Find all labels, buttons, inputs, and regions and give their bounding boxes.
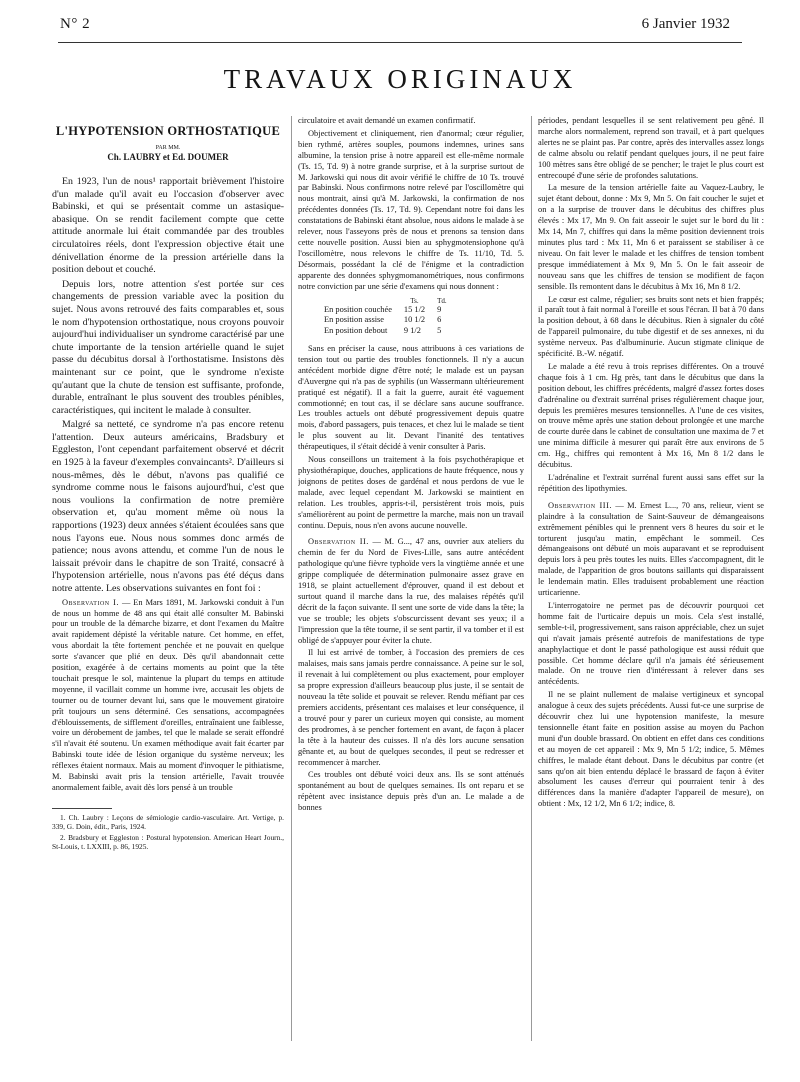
table-row: [318, 305, 453, 316]
column-3: [538, 116, 764, 1061]
observation-label: Observation II.: [308, 537, 369, 547]
table-header: Ts.: [410, 296, 419, 305]
table-header: Td.: [437, 296, 447, 305]
observation-text: — M. Ernest L..., 70 ans, relieur, vient se plaindre à la consultation de Saint-Sauveur de démangeaisons extrêmement pénibles qui le prennent vers 8 heures du soir et le torturent jusqu'au matin, empêchant le sommeil. Ces démangeaisons ont débuté un mois auparavant et se reproduisent depuis lors à peu près toutes les nuits. Elles s'accompagnent, dit le malade, de l'apparition de gros boutons saillants qui disparaissent le lendemain matin. Elles traduisent probablement une réaction urticarienne.: [538, 500, 764, 598]
paragraph: La mesure de la tension artérielle faite au Vaquez-Laubry, le sujet étant debout, donne : Mx 9, Mn 5. On fait coucher le sujet et on a la surprise de trouver dans le décubitus des chiffres plus élevés : Mx 17, Mn 9. On fait asseoir le sujet sur le bord du lit : Mx 14, Mn 7, chiffres qui dans la même position deviennent trois minutes plus tard : Mx 11, Mn 6 et paraissent se stabiliser à ce niveau. On fait lever le malade et les chiffres de tension tombent presque immédiatement à Mx 9, Mn 5. On le fait asseoir de nouveau sans que les chiffres de tension se modifient de façon sensible. Ils remontent dans le décubitus à Mx 16, Mn 8 1/2.: [538, 183, 764, 291]
article-title: L'HYPOTENSION ORTHOSTATIQUE: [55, 124, 281, 138]
paragraph: Il lui est arrivé de tomber, à l'occasion des premiers de ces malaises, mais sans jamais perdre connaissance. A peine sur le sol, il revenait à lui complètement ou plus exactement, pour employer sa propre expression d'ailleurs beaucoup plus juste, il se sentait de nouveau la tête solide et pouvait se relever. Rendu méfiant par ces premiers accidents, présentant ces malaises et leur conséquence, il a trouvé pour y parer un curieux moyen qui consiste, au moment des prodromes, à se pencher fortement en avant, de façon à placer la tête à la hauteur des cuisses. Il n'a dès lors aucune sensation gênante et, au bout de quelques secondes, il peut se redresser et recommencer à marcher.: [298, 648, 524, 767]
tension-table: [318, 297, 453, 337]
paragraph: Depuis lors, notre attention s'est portée sur ces changements de pression variable avec la position du sujet. Nous avons retrouvé des faits comparables et, sous le nom d'hypotension orthostatique, nous croyons pouvoir aujourd'hui individualiser un syndrome caractérisé par une chute importante de la tension artérielle quand le sujet passe du décubitus dorsal à l'orthostatisme. Insistons dès maintenant sur ce point, que le syndrome n'existe qu'autant que la chute de tension est suffisante, profonde, durable, entraînant le plus souvent des troubles pénibles, caractéristiques, qui incitent le malade à consulter.: [52, 278, 284, 416]
footnote: 1. Ch. Laubry : Leçons de sémiologie cardio-vasculaire. Art. Vertige, p. 339, G. Doin, édit., Paris, 1924.: [52, 812, 284, 832]
column-2: [298, 116, 524, 1061]
article-par: PAR MM.: [155, 145, 181, 151]
paragraph: Il ne se plaint nullement de malaise vertigineux et syncopal analogue à ceux des sujets précédents. Aussi fut-ce une surprise de découvrir chez lui une hypotension manifeste, la mesure tensionnelle étant faite en position assise au moyen du Pachon muni d'un double brassard. On obtient en effet dans ces conditions et au moyen de cet appareil : Mx 9, Mn 5 1/2; indice, 5. Mêmes chiffres, le malade étant debout. Dans le décubitus par contre (et sans qu'on ait bien entendu déplacé le brassard de façon à éviter absolument les causes d'erreur qui pourraient tenir à des différences dans la manière d'adapter l'appareil de mesure), on obtient : Mx, 12 1/2, Mn 6 1/2; indice, 8.: [538, 690, 764, 809]
paragraph: Ces troubles ont débuté voici deux ans. Ils se sont atténués spontanément au bout de quelques semaines. Ils ont reparu et se répètent avec insistance depuis près d'un an. Le malade a de bonnes: [298, 770, 524, 813]
paragraph: En 1923, l'un de nous¹ rapportait brièvement l'histoire d'un malade qu'il avait eu l'occasion d'observer avec Babinski, et qui se présentait comme un astasique-abasique. On se rendit facilement compte que cette attitude anormale lui était commandée par des troubles circulatoires réels, dont l'expression objective était une dénivellation énorme de la pression artérielle dans la position debout et couché.: [52, 176, 284, 276]
paragraph: circulatoire et avait demandé un examen confirmatif.: [298, 116, 476, 125]
paragraph: L'interrogatoire ne permet pas de découvrir pourquoi cet homme fait de l'urticaire depuis un mois. Cela s'est installé, semble-t-il, progressivement, sans raison appréciable, chez un sujet qui n'avait jamais présenté autrefois de manifestations de type anaphylactique et dont le passé pathologique est aussi réduit que possible. Cet homme déclare qu'il n'a jamais été sérieusement malade. On ne trouve rien d'intéressant à relever dans ses antécédents.: [538, 600, 764, 687]
observation-label: Observation III.: [548, 500, 612, 510]
table-cell: 10 1/2: [403, 315, 426, 324]
table-cell: En position debout: [324, 325, 388, 335]
table-cell: 9: [437, 304, 442, 314]
table-cell: 15 1/2: [403, 304, 426, 314]
footnote-rule: [52, 808, 112, 809]
observation-text: — En Mars 1891, M. Jarkowski conduit à l'un de nous un homme de 48 ans qui était allé consulter M. Babinski pour un trouble de la démarche bizarre, et dont l'examen du Maître avait rapidement dépisté la véritable nature. Cet homme, en effet, vous abordait la tête fortement penchée et ne pouvait en quelque sorte s'avancer que plié en deux. Dès qu'il abandonnait cette position, exagérée à de certains moments au point que la tête touchait presque le sol, maintenue la plupart du temps en attitude moyenne, il vacillait comme un homme ivre, accusait les objets de tourner ou de tourner devant lui, sans que le mouvement giratoire prît toujours un sens déterminé. Ces sensations, accompagnées d'éblouissements, de sifflement d'oreilles, entraînaient une faiblesse, voire un dérobement de jambes, tel que le malade se serait effondré s'il n'avait été soutenu. Un examen méthodique avait fait écarter par Babinski toute idée de lésion organique du système nerveux; les réflexes étaient normaux. Mais au moment d'invoquer le pithiatisme, M. Babinski avait pris la tension artérielle, l'avait trouvée anormalement faible, avait dès lors pensé à un trouble: [52, 597, 284, 792]
column-divider: [531, 116, 532, 1041]
observation-2: [298, 537, 524, 646]
paragraph: périodes, pendant lesquelles il se sent relativement peu gêné. Il marche alors normalement, reprend son travail, et à part quelques alertes ne se plaint pas. Par contre, après des intervalles assez longs de calme absolu ou relatif pendant quelques jours, il ne peut faire 100 mètres sans être obligé de se pencher; le trajet le plus court est entrecoupé d'une série de profondes salutations.: [538, 116, 764, 180]
article-authors: Ch. LAUBRY et Ed. DOUMER: [107, 152, 229, 162]
paragraph: Le malade a été revu à trois reprises différentes. On a trouvé chaque fois à 1 cm. Hg près, tant dans le décubitus que dans la position debout, les chiffres précédents, malgré d'assez fortes doses d'adrénaline ou d'extrait surrénal prises régulièrement chaque jour, depuis les premières mesures tensionnelles. A l'une de ces visites, on trouve même après une station debout prolongée et une marche de courte durée dans le cabinet de consultation une maxima de 7 et une minima difficile à mesurer qui paraît être aux environs de 5 cm. Hg., chiffres qui remontent à Mx 16, Mn 8 1/2 dans le décubitus.: [538, 361, 764, 470]
paragraph: Objectivement et cliniquement, rien d'anormal; cœur régulier, bien rythmé, artères souples, poumons indemnes, urines sans albumine, la tension prise à notre appareil est elle-même normale (Ts. 15, Td. 9) à notre grande surprise, et à la surprise surtout de M. Jarkowski qui nous dit avoir vérifié le chiffre de 10 Ts. trouvé par Babinski. Nous confirmons notre relevé par l'oscillomètre qui nous montrait, ainsi qu'à M. Jarkowski, la confirmation de nos précédentes données (Ts. 17, Td. 9). Cependant notre foi dans les constatations de Babinski étant absolue, nous aidons le malade à se relever, nous l'asseyons près de nous et prenons sa tension dans cette nouvelle position. Aussi bien au sphygmotensiophone qu'à l'oscillomètre, nous relevons le chiffre de Ts. 11/10, Td. 5. Désormais, possédant la clé de l'énigme et la contradiction apparente des données sphygmomanométriques, nous confirmons notre conviction par une série d'examens qui nous donnent :: [298, 128, 524, 291]
table-cell: 5: [437, 325, 442, 335]
issue-number: N° 2: [60, 16, 91, 32]
observation-text: — M. G..., 47 ans, ouvrier aux ateliers du chemin de fer du Nord de Fives-Lille, sans autre antécédent pathologique qu'une fièvre typhoïde vers la vingtième année et une grippe compliquée de détermination pulmonaire assez grave en 1918, se plaint actuellement d'éprouver, quand il est debout et surtout quand il marche dans la rue, des malaises répétés qu'il décrit de la façon suivante. Il sent une sorte de vide dans la tête; la vue se trouble; les objets s'obscurcissent devant ses yeux; il a l'impression que la tête tourne, il se sent partir, il va tomber et il est obligé de s'appuyer pour éviter la chute.: [298, 537, 524, 645]
paragraph: Nous conseillons un traitement à la fois psychothérapique et physiothérapique, douches, applications de haute fréquence, nous y joignons de petites doses de gardénal et nous perdons de vue le malade, avec lequel cependant M. Jarkowski se maintient en relation. Les troubles, appris-t-il, persistèrent trois mois, puis s'améliorèrent au point de permettre la marche, mais non un travail continu. Depuis, nous n'en avons aucune nouvelle.: [298, 455, 524, 530]
observation-1: [52, 598, 284, 794]
table-row: [318, 326, 453, 337]
column-1: [52, 116, 284, 1061]
table-cell: En position assise: [324, 315, 385, 324]
paragraph: Le cœur est calme, régulier; ses bruits sont nets et bien frappés; il paraît tout à fait normal à l'oreille et sous l'écran. Il bat à 70 dans la position debout, à 68 dans le décubitus. Rien à signaler du côté de l'appareil pulmonaire, du tube digestif et de ses annexes, ni du système nerveux. Pas d'albuminurie. Aucun stigmate clinique de spécificité. B.-W. négatif.: [538, 294, 764, 359]
column-divider: [291, 116, 292, 1041]
paragraph: Sans en préciser la cause, nous attribuons à ces variations de tension tout ou partie des troubles fonctionnels. Il n'y a aucun antécédent morbide digne d'être noté; le malade est un paysan d'Auvergne qui n'a pas de syphilis (un Wassermann ultérieurement pratiqué est négatif). Il a fait la guerre, aurait été vaguement commotionné; en tout cas, il se déclare sans aucune souffrance. Les troubles actuels ont débuté progressivement depuis quatre mois, d'abord passagers, puis tenaces, et chez lui le malade se tient le plus souvent au lit. Devant l'inanité des tentatives thérapeutiques, il s'était décidé à venir consulter à Paris.: [298, 344, 524, 452]
observation-label: Observation I.: [62, 597, 119, 607]
paragraph: L'adrénaline et l'extrait surrénal furent aussi sans effet sur la répétition des lipothymies.: [538, 473, 764, 493]
table-header-row: [318, 297, 453, 305]
footnote: 2. Bradsbury et Eggleston : Postural hypotension. American Heart Journ., St-Louis, t. LXXIII, p. 86, 1925.: [52, 832, 284, 851]
section-title: TRAVAUX ORIGINAUX: [223, 64, 577, 94]
table-row: [318, 315, 453, 326]
table-cell: En position couchée: [324, 304, 392, 314]
table-cell: 9 1/2: [403, 325, 421, 335]
table-cell: 6: [437, 315, 442, 324]
observation-3: [538, 501, 764, 599]
header-rule: [58, 42, 742, 43]
paragraph: Malgré sa netteté, ce syndrome n'a pas encore retenu l'attention. Deux auteurs américains, Bradsbury et Eggleston, l'ont cependant parfaitement observé et décrit en 1925 à la faveur d'exemples convaincants². D'ailleurs si nous-mêmes, dès le début, n'avons pas qualifié ce syndrome comme nous le faisons aujourd'hui, c'est que nous voulions la confirmation de notre première observation et, qu'au moment même où nous la rapportions (1923) deux années s'étaient écoulées sans que nous l'ayons eue. Nous nous sommes donc armés de patience; nous avons attendu, et comme l'un de nous le laissait prévoir dans le chapitre de son Traité, consacré à l'hypotension artérielle, nous n'avons pas été déçus dans notre attente. Les observations suivantes en font foi :: [52, 419, 284, 594]
issue-date: 6 Janvier 1932: [641, 16, 730, 32]
article-columns: [52, 116, 764, 1061]
